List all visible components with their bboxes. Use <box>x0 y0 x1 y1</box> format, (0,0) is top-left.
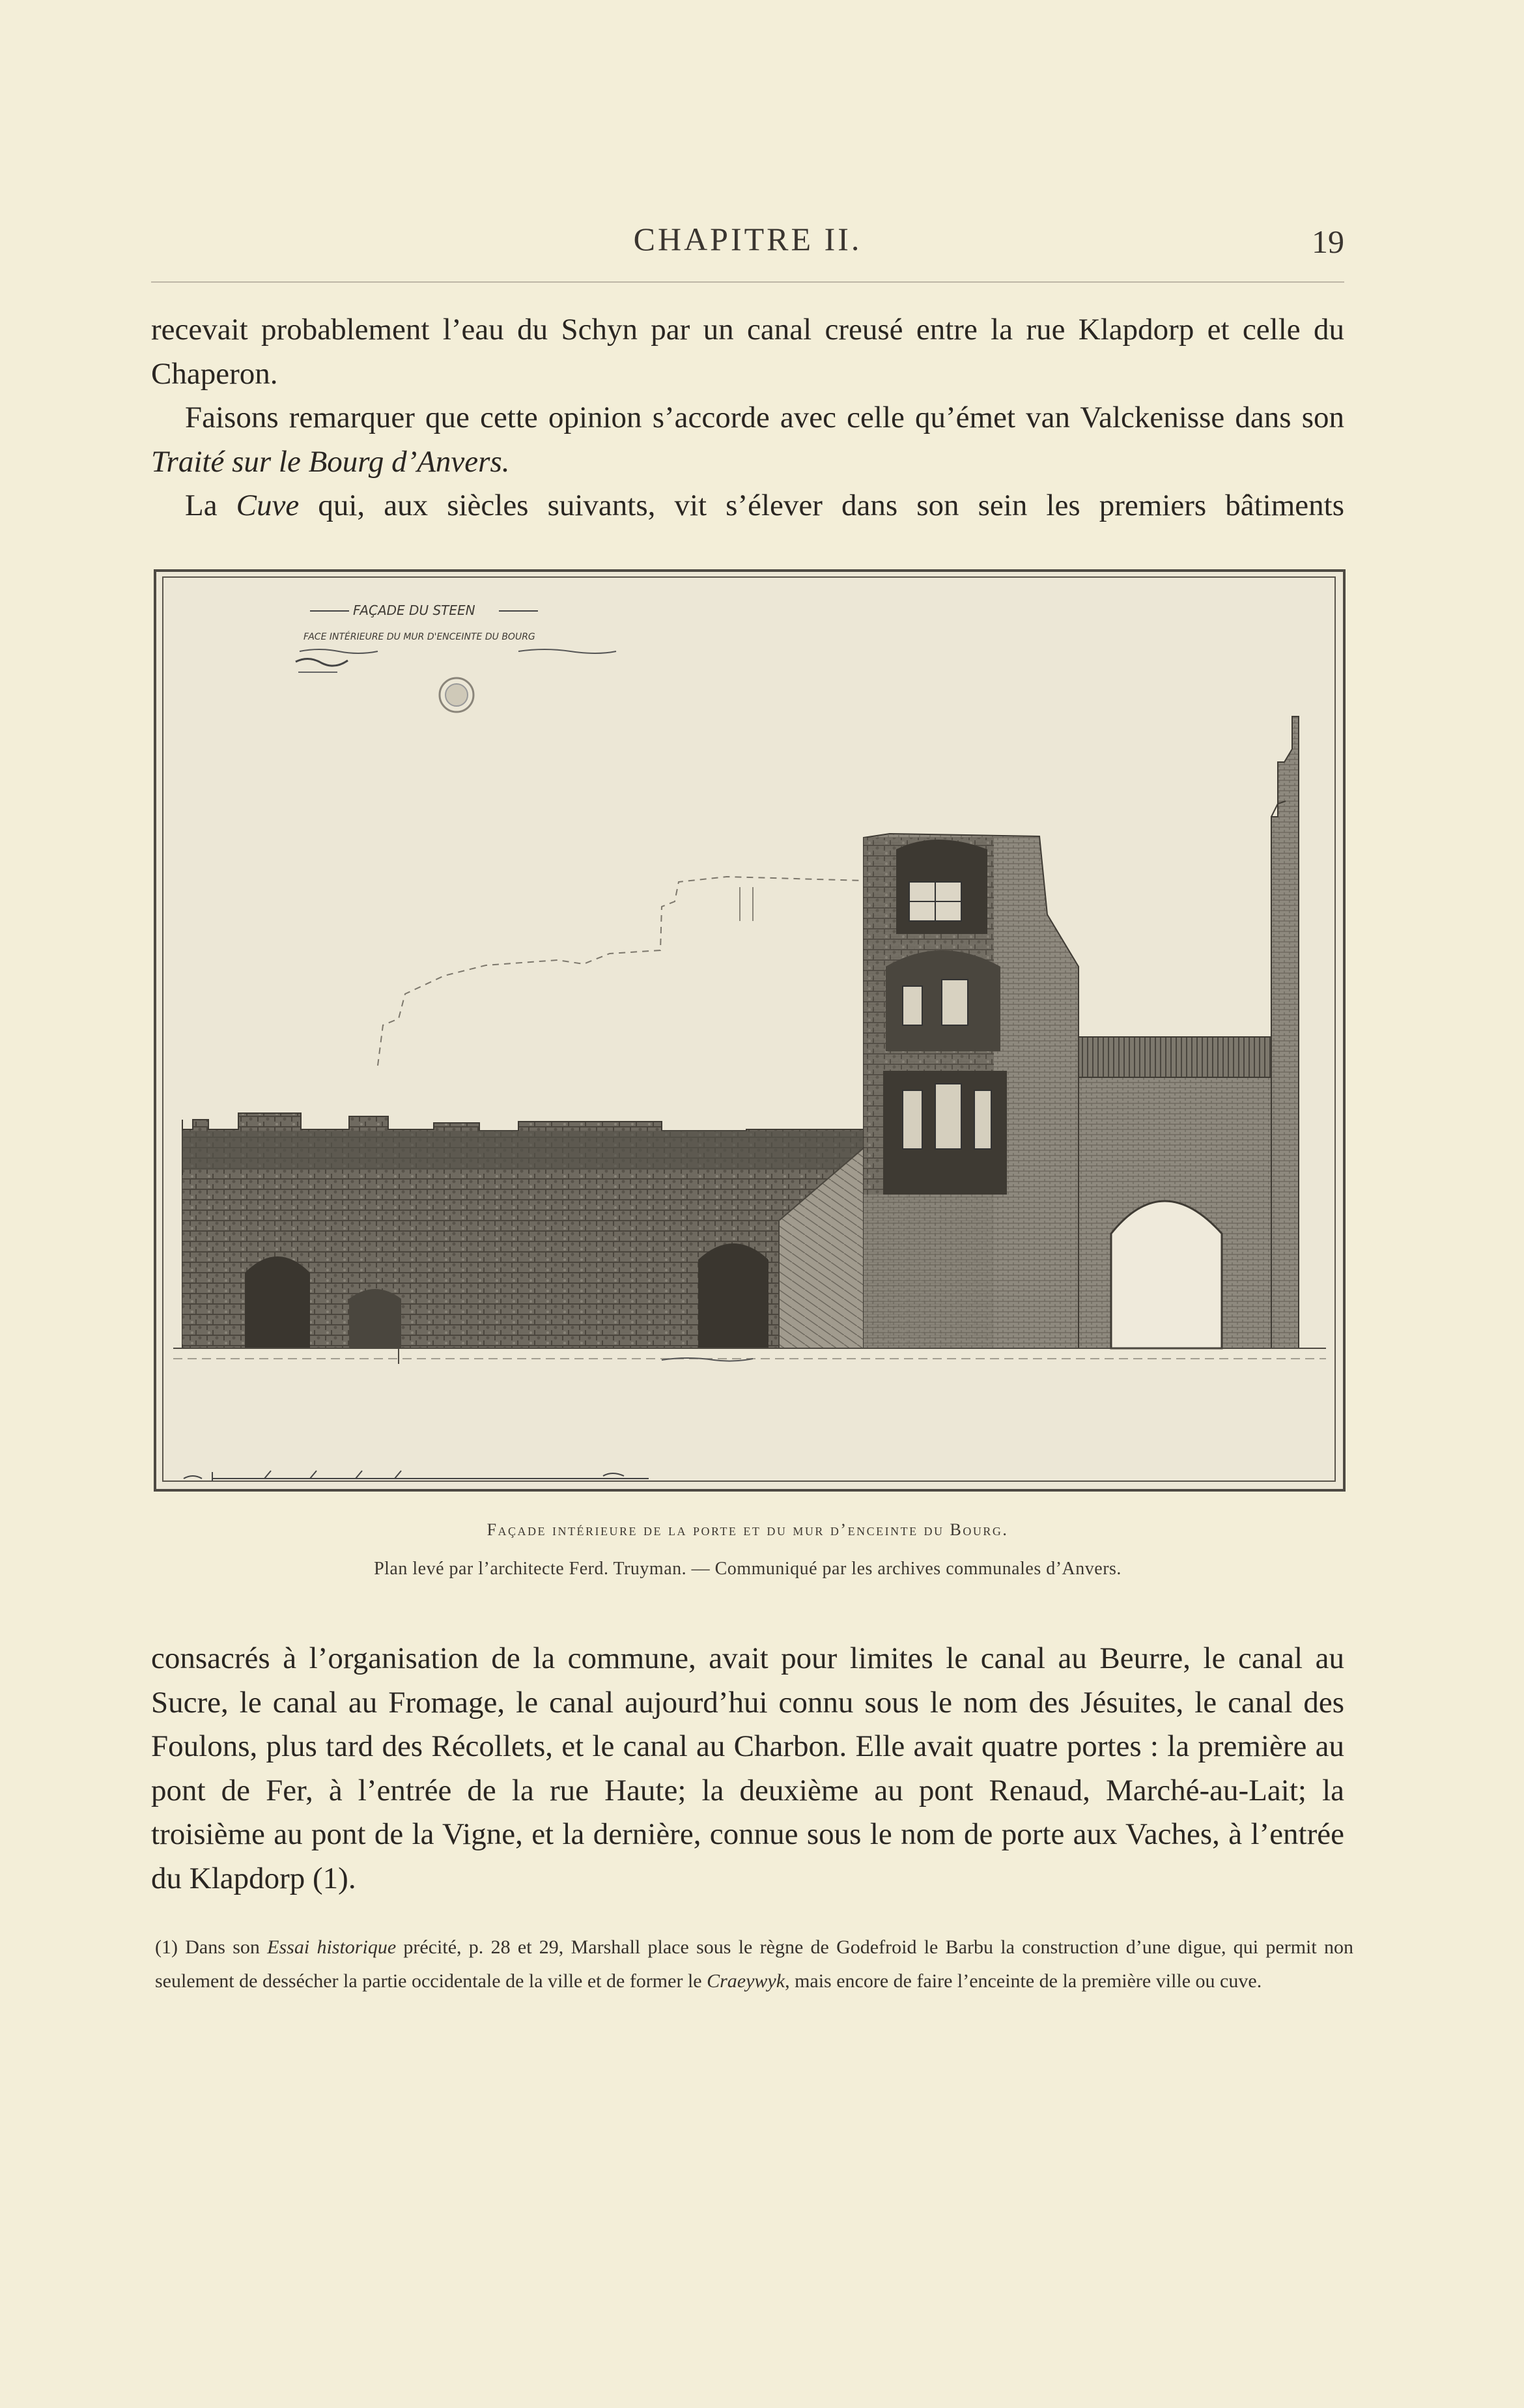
drawing-title: FAÇADE DU STEEN <box>353 602 475 618</box>
figure-caption-title: Façade intérieure de la porte et du mur d’enceinte du Bourg. <box>487 1520 1009 1539</box>
footnote-italic-craeywyk: Craeywyk <box>707 1970 785 1992</box>
paragraph-1: recevait probablement l’eau du Schyn par un canal creusé entre la rue Klapdorp et celle du Chaperon. <box>151 313 1344 391</box>
footnote-italic-essai: Essai historique <box>267 1936 397 1958</box>
footnote-start: (1) Dans son <box>155 1936 268 1958</box>
page-number: 19 <box>1312 223 1344 260</box>
figure-caption-credit: Plan levé par l’architecte Ferd. Truyman. — Communiqué par les archives communales d’Anvers. <box>374 1559 1122 1579</box>
facade-illustration <box>154 569 1346 1492</box>
cuve-italic: Cuve <box>236 489 300 522</box>
facade-drawing <box>154 569 1346 1492</box>
footnote <box>155 1931 1353 1998</box>
paragraph-3-start: La <box>185 489 236 522</box>
continuation-text-block <box>151 1637 1344 1901</box>
footnote-paragraph <box>155 1931 1353 1998</box>
header-rule <box>151 281 1344 283</box>
continuation-paragraph: consacrés à l’organisation de la commune, avait pour limites le canal au Beurre, le canal au Sucre, le canal au Fromage, le canal aujourd’hui connu sous le nom des Jésuites, le canal des Foulons, plus tard des Récollets, et le canal au Charbon. Elle avait quatre portes : la première au pont de Fer, à l’entrée de la rue Haute; la deuxième au pont Renaud, Marché-au-Lait; la troisième au pont de la Vigne, et la dernière, connue sous le nom de porte aux Vaches, à l’entrée du Klapdorp (1). <box>151 1641 1344 1895</box>
footnote-end: , mais encore de faire l’enceinte de la première ville ou cuve. <box>785 1970 1262 1992</box>
drawing-subtitle: FACE INTÉRIEURE DU MUR D'ENCEINTE DU BOURG <box>303 632 535 642</box>
book-title-italic: Traité sur le Bourg d’Anvers. <box>151 444 510 479</box>
intro-text-block <box>151 308 1344 528</box>
chapter-title: CHAPITRE II. <box>633 221 862 257</box>
paragraph-2 <box>151 396 1344 484</box>
paragraph-2-text: Faisons remarquer que cette opinion s’accorde avec celle qu’émet van Valckenisse dans son <box>185 401 1344 434</box>
paragraph-3-end: qui, aux siècles suivants, vit s’élever dans son sein les premiers bâtiments <box>299 489 1344 522</box>
paragraph-3 <box>151 484 1344 528</box>
running-header <box>151 220 1344 266</box>
footnote-middle: précité, p. 28 et 29, Marshall place sous le règne de Godefroid le Barbu la construction d’une digue, qui permit non seulement de dessécher la partie occidentale de la ville et de former le <box>155 1936 1354 1992</box>
